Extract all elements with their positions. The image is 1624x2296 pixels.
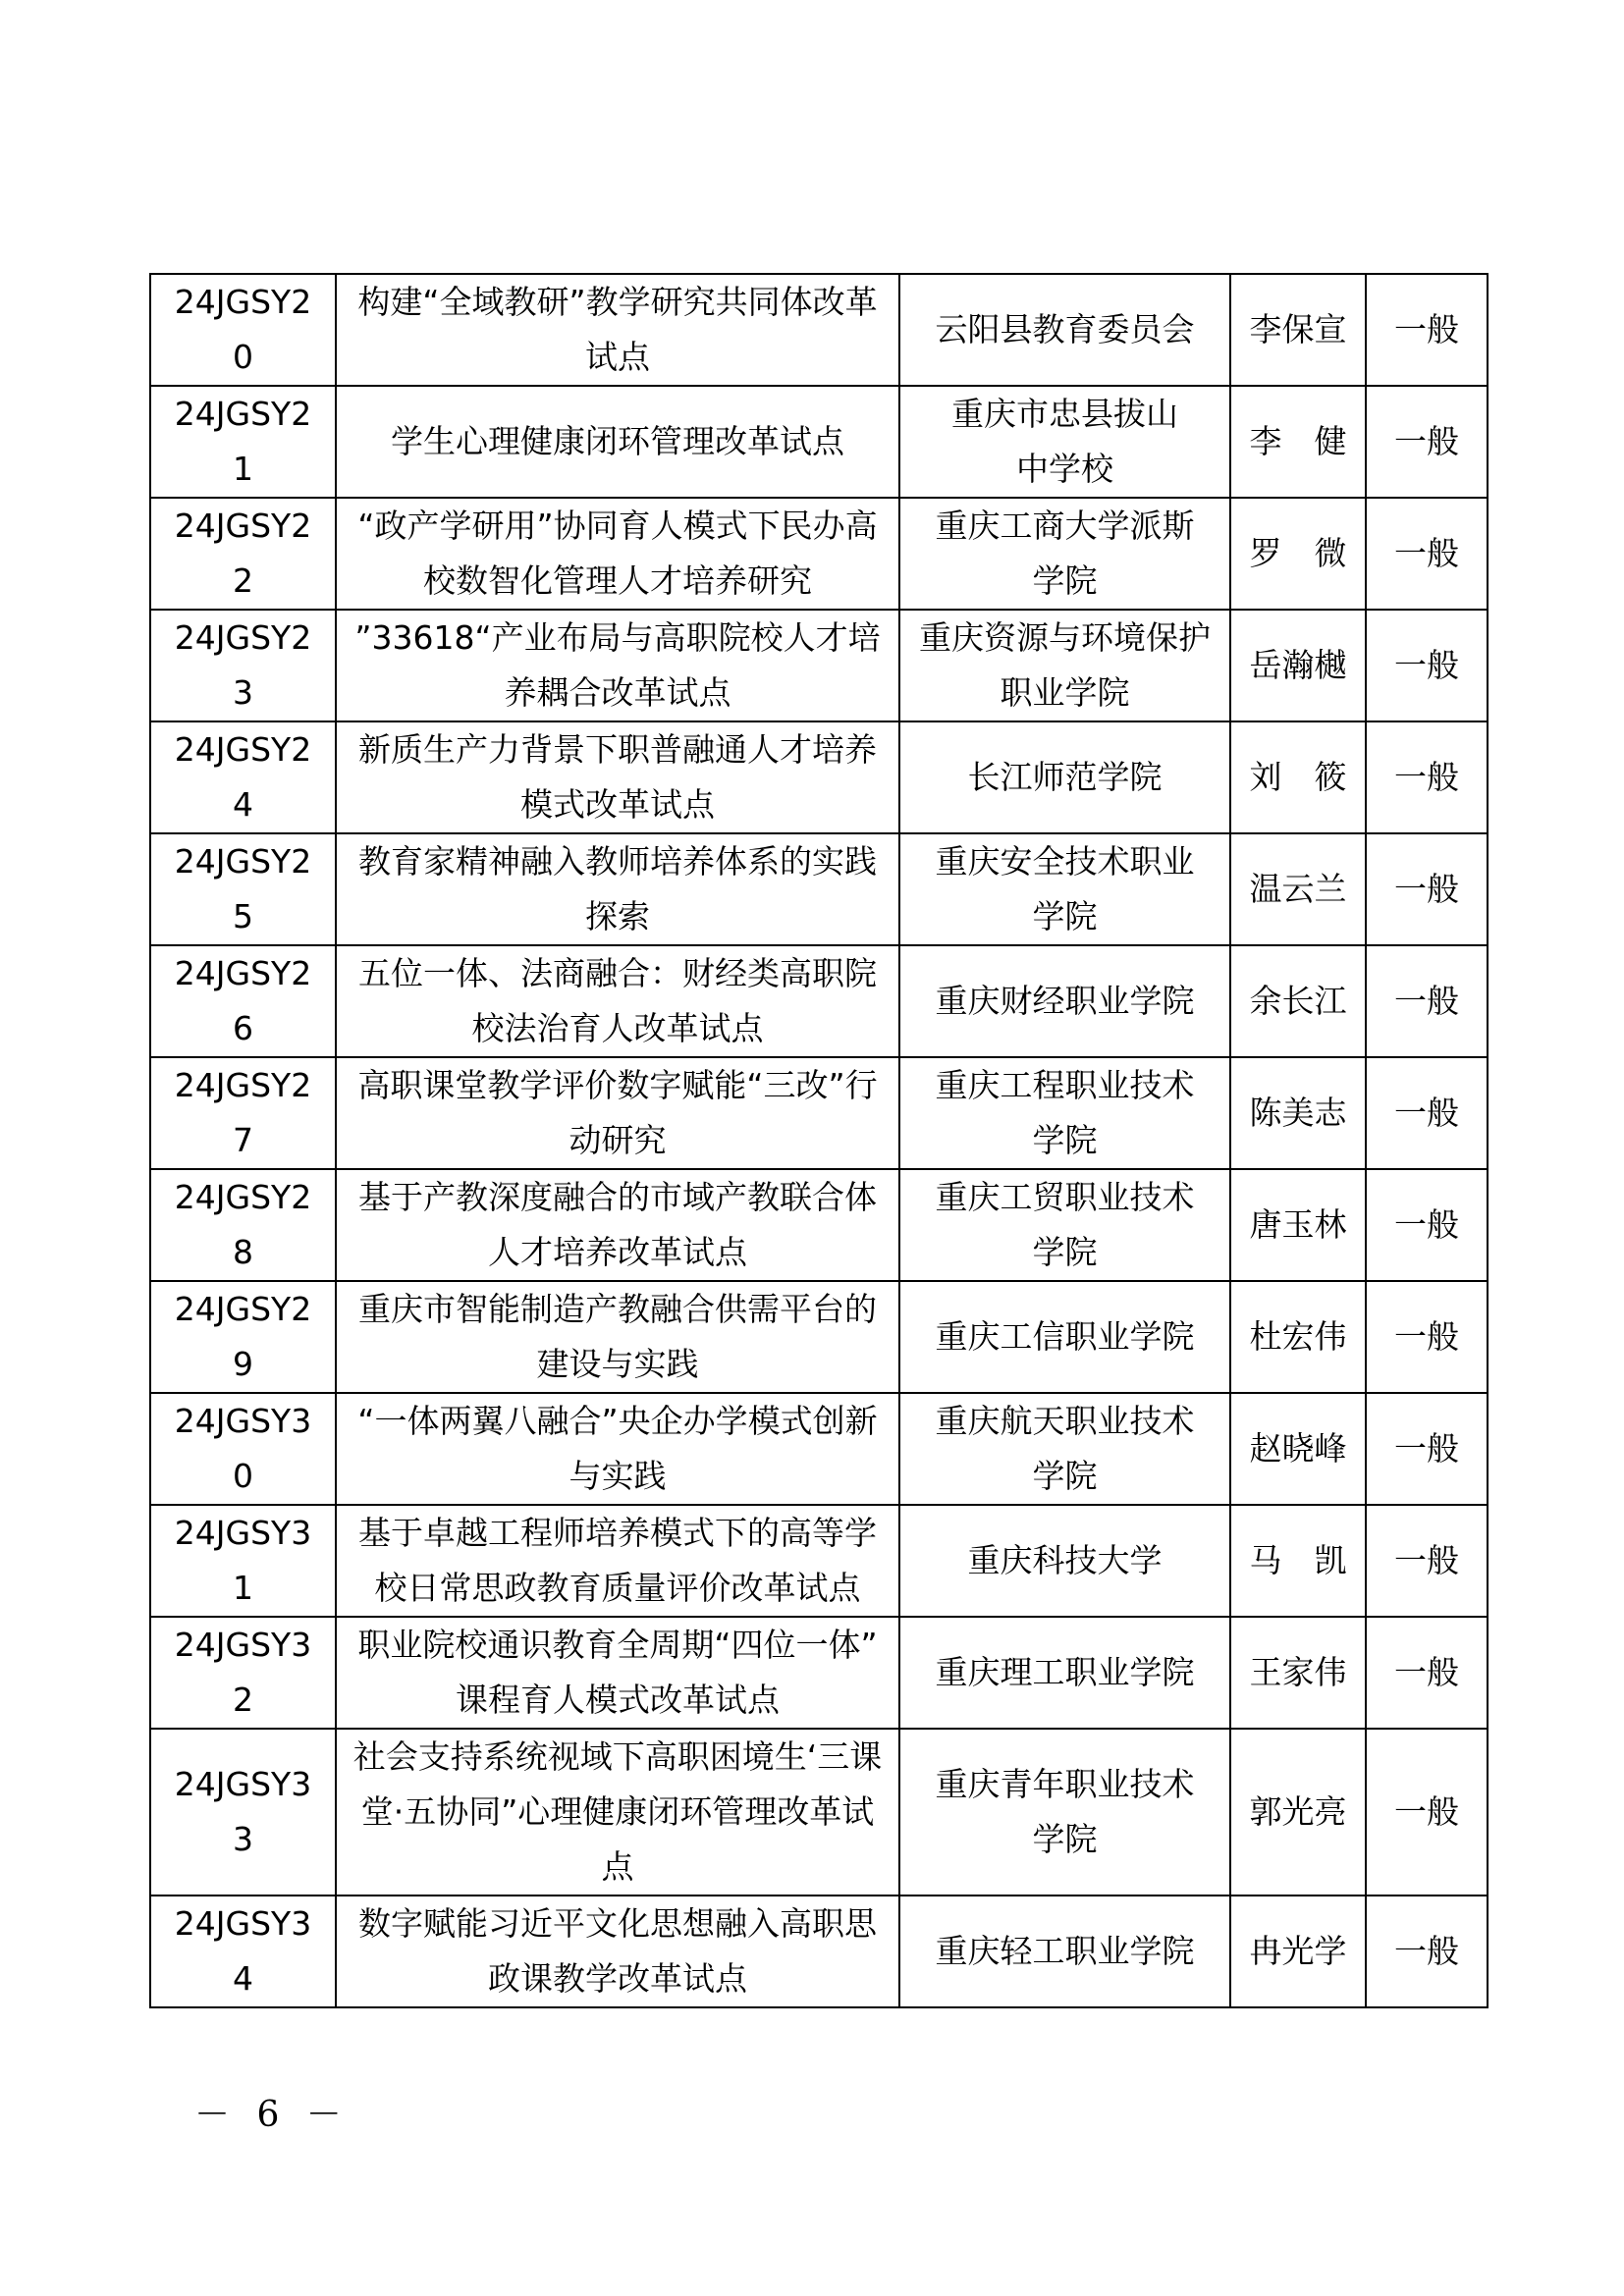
- level-cell: 一般: [1366, 1729, 1488, 1896]
- project-code-cell: 24JGSY2 9: [150, 1281, 336, 1393]
- table-row: [150, 1281, 1488, 1393]
- level-cell: 一般: [1366, 1057, 1488, 1169]
- unit-cell: 重庆科技大学: [899, 1505, 1230, 1617]
- project-code-cell: 24JGSY3 4: [150, 1896, 336, 2007]
- unit-cell: 重庆资源与环境保护 职业学院: [899, 610, 1230, 721]
- table-row: [150, 386, 1488, 498]
- project-code-cell: 24JGSY2 6: [150, 945, 336, 1057]
- leader-name-cell: 李 健: [1230, 386, 1366, 498]
- table-row: [150, 945, 1488, 1057]
- level-cell: 一般: [1366, 1281, 1488, 1393]
- project-code-cell: 24JGSY2 2: [150, 498, 336, 610]
- leader-name-cell: 余长江: [1230, 945, 1366, 1057]
- unit-cell: 长江师范学院: [899, 721, 1230, 833]
- project-title-cell: 学生心理健康闭环管理改革试点: [336, 386, 899, 498]
- table-body: [150, 274, 1488, 2007]
- table-row: [150, 1896, 1488, 2007]
- table-row: [150, 498, 1488, 610]
- project-code-cell: 24JGSY3 1: [150, 1505, 336, 1617]
- table-row: [150, 1057, 1488, 1169]
- project-code-cell: 24JGSY2 1: [150, 386, 336, 498]
- leader-name-cell: 温云兰: [1230, 833, 1366, 945]
- level-cell: 一般: [1366, 945, 1488, 1057]
- project-code-cell: 24JGSY3 0: [150, 1393, 336, 1505]
- project-title-cell: ”33618“产业布局与高职院校人才培 养耦合改革试点: [336, 610, 899, 721]
- leader-name-cell: 陈美志: [1230, 1057, 1366, 1169]
- unit-cell: 重庆市忠县拔山 中学校: [899, 386, 1230, 498]
- level-cell: 一般: [1366, 610, 1488, 721]
- unit-cell: 重庆青年职业技术 学院: [899, 1729, 1230, 1896]
- level-cell: 一般: [1366, 1617, 1488, 1729]
- table-row: [150, 274, 1488, 386]
- level-cell: 一般: [1366, 386, 1488, 498]
- table-row: [150, 1729, 1488, 1896]
- project-title-cell: 基于卓越工程师培养模式下的高等学 校日常思政教育质量评价改革试点: [336, 1505, 899, 1617]
- unit-cell: 云阳县教育委员会: [899, 274, 1230, 386]
- level-cell: 一般: [1366, 274, 1488, 386]
- leader-name-cell: 岳瀚樾: [1230, 610, 1366, 721]
- unit-cell: 重庆工商大学派斯 学院: [899, 498, 1230, 610]
- project-title-cell: 基于产教深度融合的市域产教联合体 人才培养改革试点: [336, 1169, 899, 1281]
- project-title-cell: 构建“全域教研”教学研究共同体改革 试点: [336, 274, 899, 386]
- level-cell: 一般: [1366, 498, 1488, 610]
- level-cell: 一般: [1366, 721, 1488, 833]
- project-title-cell: 教育家精神融入教师培养体系的实践 探索: [336, 833, 899, 945]
- unit-cell: 重庆航天职业技术 学院: [899, 1393, 1230, 1505]
- project-title-cell: “政产学研用”协同育人模式下民办高 校数智化管理人才培养研究: [336, 498, 899, 610]
- project-title-cell: 高职课堂教学评价数字赋能“三改”行 动研究: [336, 1057, 899, 1169]
- level-cell: 一般: [1366, 1505, 1488, 1617]
- unit-cell: 重庆工程职业技术 学院: [899, 1057, 1230, 1169]
- project-title-cell: 新质生产力背景下职普融通人才培养 模式改革试点: [336, 721, 899, 833]
- project-code-cell: 24JGSY2 4: [150, 721, 336, 833]
- unit-cell: 重庆理工职业学院: [899, 1617, 1230, 1729]
- table-row: [150, 1617, 1488, 1729]
- level-cell: 一般: [1366, 1393, 1488, 1505]
- project-title-cell: “一体两翼八融合”央企办学模式创新 与实践: [336, 1393, 899, 1505]
- project-title-cell: 职业院校通识教育全周期“四位一体” 课程育人模式改革试点: [336, 1617, 899, 1729]
- level-cell: 一般: [1366, 1169, 1488, 1281]
- level-cell: 一般: [1366, 1896, 1488, 2007]
- leader-name-cell: 刘 筱: [1230, 721, 1366, 833]
- project-code-cell: 24JGSY2 3: [150, 610, 336, 721]
- table-row: [150, 610, 1488, 721]
- project-title-cell: 重庆市智能制造产教融合供需平台的 建设与实践: [336, 1281, 899, 1393]
- project-title-cell: 社会支持系统视域下高职困境生‘三课 堂·五协同”心理健康闭环管理改革试 点: [336, 1729, 899, 1896]
- page-number: － 6 －: [194, 2095, 350, 2135]
- table-row: [150, 833, 1488, 945]
- leader-name-cell: 罗 微: [1230, 498, 1366, 610]
- table-row: [150, 1169, 1488, 1281]
- project-title-cell: 数字赋能习近平文化思想融入高职思 政课教学改革试点: [336, 1896, 899, 2007]
- table-row: [150, 1505, 1488, 1617]
- unit-cell: 重庆工信职业学院: [899, 1281, 1230, 1393]
- unit-cell: 重庆财经职业学院: [899, 945, 1230, 1057]
- leader-name-cell: 郭光亮: [1230, 1729, 1366, 1896]
- project-code-cell: 24JGSY2 7: [150, 1057, 336, 1169]
- leader-name-cell: 李保宣: [1230, 274, 1366, 386]
- leader-name-cell: 王家伟: [1230, 1617, 1366, 1729]
- leader-name-cell: 唐玉林: [1230, 1169, 1366, 1281]
- leader-name-cell: 马 凯: [1230, 1505, 1366, 1617]
- unit-cell: 重庆轻工职业学院: [899, 1896, 1230, 2007]
- project-code-cell: 24JGSY2 8: [150, 1169, 336, 1281]
- leader-name-cell: 赵晓峰: [1230, 1393, 1366, 1505]
- project-table: [149, 273, 1489, 2008]
- project-code-cell: 24JGSY2 5: [150, 833, 336, 945]
- table-row: [150, 721, 1488, 833]
- unit-cell: 重庆工贸职业技术 学院: [899, 1169, 1230, 1281]
- leader-name-cell: 杜宏伟: [1230, 1281, 1366, 1393]
- project-code-cell: 24JGSY2 0: [150, 274, 336, 386]
- level-cell: 一般: [1366, 833, 1488, 945]
- leader-name-cell: 冉光学: [1230, 1896, 1366, 2007]
- project-title-cell: 五位一体、法商融合：财经类高职院 校法治育人改革试点: [336, 945, 899, 1057]
- project-code-cell: 24JGSY3 2: [150, 1617, 336, 1729]
- unit-cell: 重庆安全技术职业 学院: [899, 833, 1230, 945]
- project-code-cell: 24JGSY3 3: [150, 1729, 336, 1896]
- table-row: [150, 1393, 1488, 1505]
